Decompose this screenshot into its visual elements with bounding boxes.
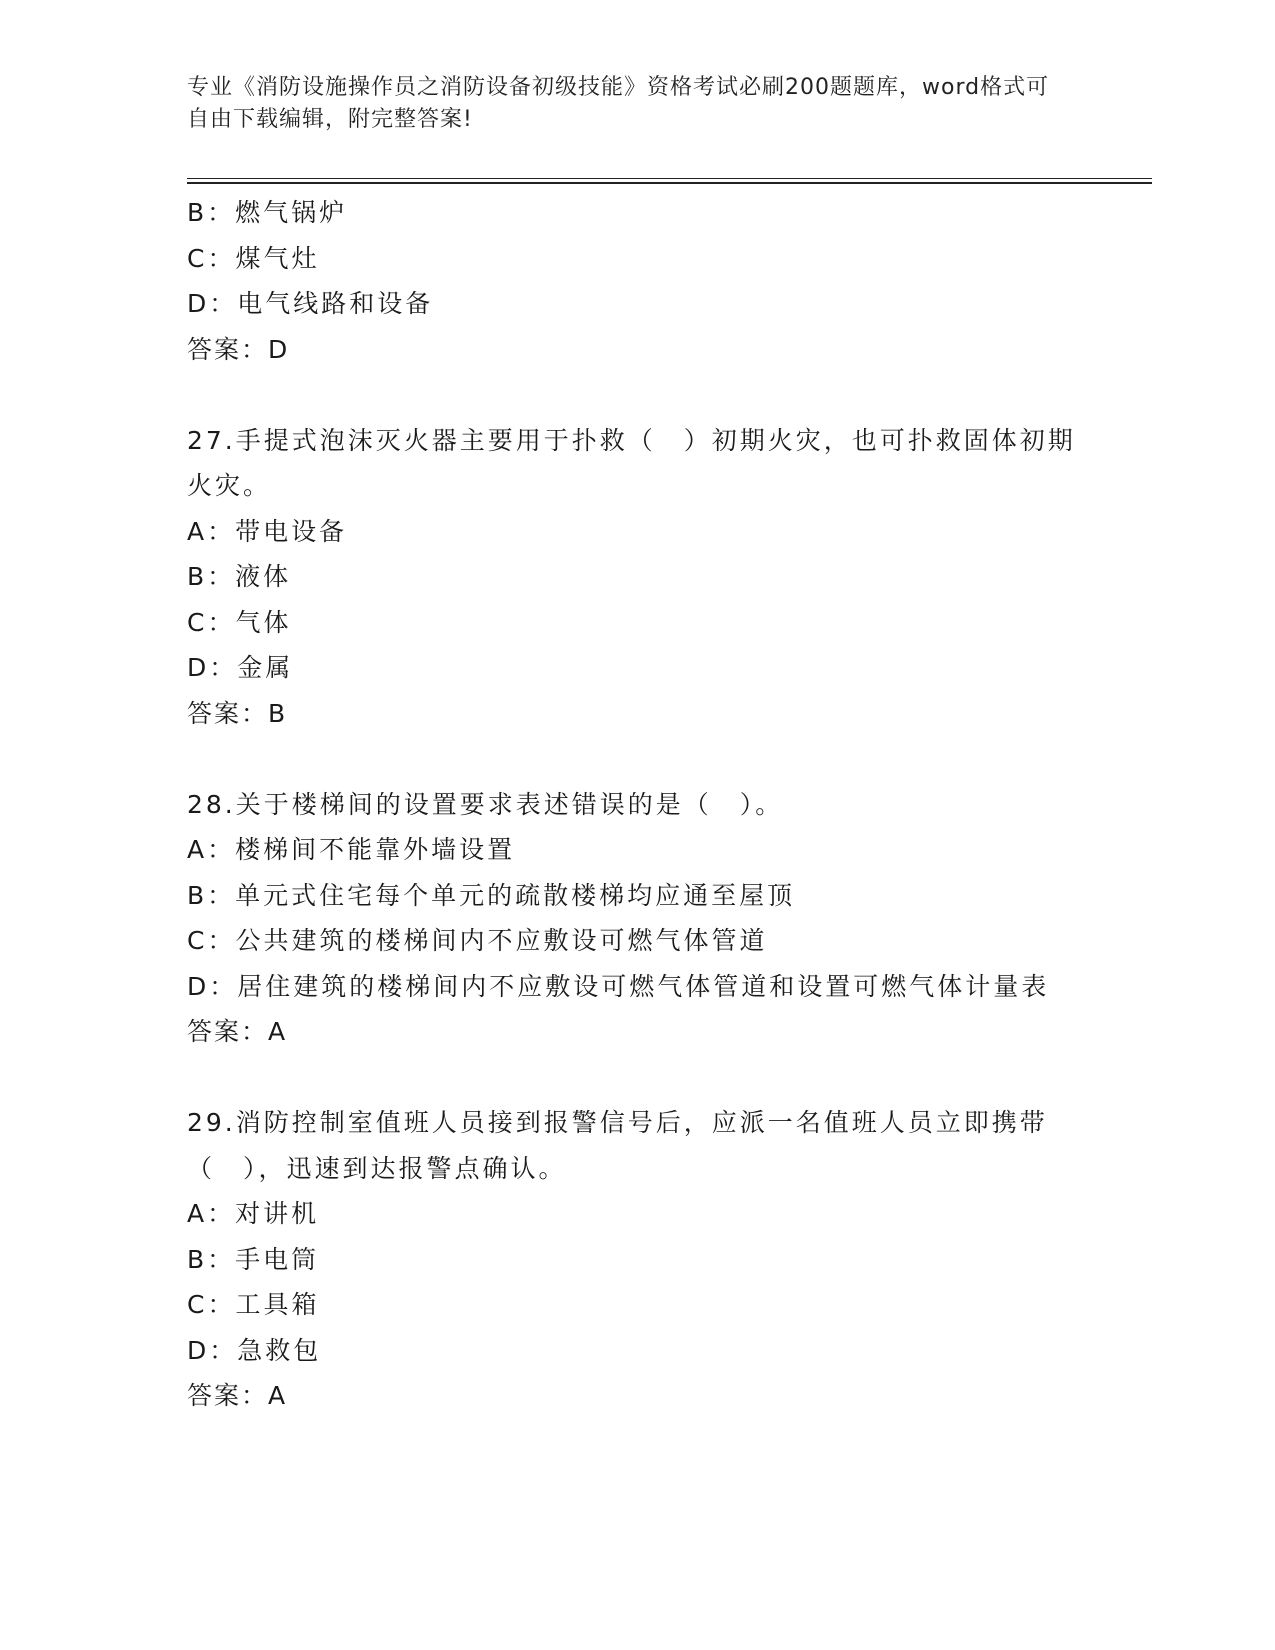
option-b: B：液体 bbox=[187, 562, 292, 591]
question-stem: 28.关于楼梯间的设置要求表述错误的是（ ）。 bbox=[187, 789, 784, 819]
option-d: D：急救包 bbox=[187, 1335, 322, 1365]
option-a: A：楼梯间不能靠外墙设置 bbox=[187, 835, 516, 864]
question-stem: 27.手提式泡沫灭火器主要用于扑救（ ）初期火灾，也可扑救固体初期火灾。 bbox=[187, 425, 1076, 500]
option-d: D：金属 bbox=[187, 653, 294, 682]
answer-line: 答案：A bbox=[187, 1017, 288, 1046]
option-b: B：燃气锅炉 bbox=[187, 198, 348, 227]
question-stem: 29.消防控制室值班人员接到报警信号后，应派一名值班人员立即携带（ ），迅速到达报警点确认。 bbox=[187, 1108, 1048, 1183]
option-a: A：对讲机 bbox=[187, 1199, 320, 1228]
question-block-continued bbox=[187, 190, 1087, 372]
header-divider-thin bbox=[187, 178, 1152, 179]
option-a: A：带电设备 bbox=[187, 516, 348, 546]
option-b: B：手电筒 bbox=[187, 1244, 320, 1274]
option-d: D：居住建筑的楼梯间内不应敷设可燃气体管道和设置可燃气体计量表 bbox=[187, 971, 1050, 1001]
option-b: B：单元式住宅每个单元的疏散楼梯均应通至屋顶 bbox=[187, 880, 796, 910]
answer-line: 答案：B bbox=[187, 698, 288, 728]
answer-line: 答案：D bbox=[187, 334, 290, 364]
question-block bbox=[187, 782, 1087, 1055]
option-c: C：公共建筑的楼梯间内不应敷设可燃气体管道 bbox=[187, 926, 768, 955]
answer-line: 答案：A bbox=[187, 1381, 288, 1410]
option-c: C：工具箱 bbox=[187, 1290, 320, 1319]
option-c: C：煤气灶 bbox=[187, 243, 320, 273]
spacer bbox=[187, 736, 1087, 782]
spacer bbox=[187, 1055, 1087, 1101]
option-d: D：电气线路和设备 bbox=[187, 289, 434, 318]
question-block bbox=[187, 418, 1087, 737]
question-list bbox=[187, 190, 1087, 1419]
spacer bbox=[187, 372, 1087, 418]
question-block bbox=[187, 1100, 1087, 1419]
document-header: 专业《消防设施操作员之消防设备初级技能》资格考试必刷200题题库，word格式可自由下载编辑，附完整答案! bbox=[187, 75, 1050, 132]
option-c: C：气体 bbox=[187, 607, 292, 637]
header-divider-thick bbox=[187, 182, 1152, 184]
